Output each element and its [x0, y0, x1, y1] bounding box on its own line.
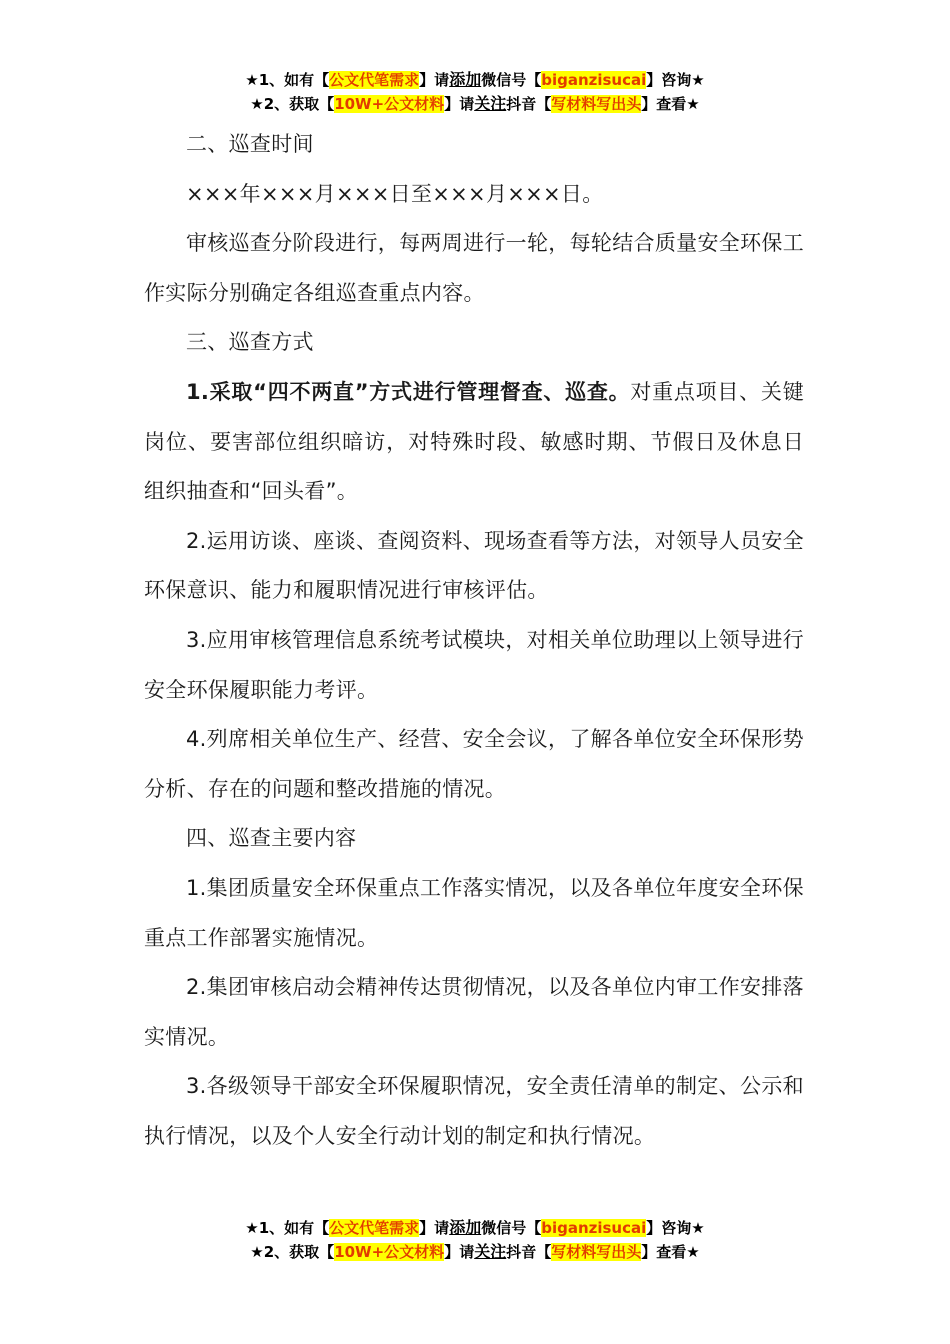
banner-highlight: 10W+公文材料	[334, 95, 445, 113]
banner-text: 抖音【	[506, 1243, 552, 1261]
header-banner	[0, 68, 950, 116]
banner-wechat-id: biganzisucai	[541, 71, 647, 89]
banner-text: ★1、如有【	[245, 71, 330, 89]
banner-text: 】请	[419, 71, 450, 89]
banner-highlight: 10W+公文材料	[334, 1243, 445, 1261]
banner-text: ★2、获取【	[250, 95, 335, 113]
banner-text: 抖音【	[506, 95, 552, 113]
banner-text: 】请	[444, 95, 475, 113]
paragraph: 4.列席相关单位生产、经营、安全会议，了解各单位安全环保形势分析、存在的问题和整改措施的情况。	[144, 727, 804, 801]
banner-wechat-id: biganzisucai	[541, 1219, 647, 1237]
banner-line-2	[0, 1240, 950, 1264]
banner-text: 】查看★	[641, 95, 700, 113]
banner-douyin-id: 写材料写出头	[551, 95, 642, 113]
banner-douyin-id: 写材料写出头	[551, 1243, 642, 1261]
paragraph: 审核巡查分阶段进行，每两周进行一轮，每轮结合质量安全环保工作实际分别确定各组巡查重点内容。	[144, 231, 804, 305]
banner-underline: 添加	[449, 70, 482, 89]
banner-text: 】查看★	[641, 1243, 700, 1261]
banner-text: 】请	[419, 1219, 450, 1237]
banner-text: 】咨询★	[646, 71, 705, 89]
banner-underline: 关注	[474, 1242, 507, 1261]
banner-line-1	[0, 1216, 950, 1240]
banner-text: ★1、如有【	[245, 1219, 330, 1237]
banner-text: 微信号【	[481, 71, 542, 89]
paragraph: 3.应用审核管理信息系统考试模块，对相关单位助理以上领导进行安全环保履职能力考评。	[144, 627, 804, 702]
document-body	[144, 120, 804, 1161]
paragraph: 1.集团质量安全环保重点工作落实情况，以及各单位年度安全环保重点工作部署实施情况。	[144, 875, 804, 950]
footer-banner	[0, 1216, 950, 1264]
section-heading-2: 二、巡查时间	[186, 132, 314, 156]
banner-text: 】请	[444, 1243, 475, 1261]
section-heading-3: 三、巡查方式	[186, 330, 314, 355]
section-heading-4: 四、巡查主要内容	[186, 826, 357, 851]
paragraph: 2.运用访谈、座谈、查阅资料、现场查看等方法，对领导人员安全环保意识、能力和履职情况进行审核评估。	[144, 528, 804, 603]
paragraph: 3.各级领导干部安全环保履职情况，安全责任清单的制定、公示和执行情况，以及个人安全行动计划的制定和执行情况。	[144, 1074, 804, 1148]
paragraph	[144, 368, 804, 517]
paragraph: 2.集团审核启动会精神传达贯彻情况，以及各单位内审工作安排落实情况。	[144, 975, 804, 1049]
banner-text: 微信号【	[481, 1219, 542, 1237]
paragraph-lead: 1.采取“四不两直”方式进行管理督查、巡查。	[186, 379, 631, 404]
banner-highlight: 公文代笔需求	[329, 71, 420, 89]
banner-underline: 添加	[449, 1218, 482, 1237]
banner-highlight: 公文代笔需求	[329, 1219, 420, 1237]
banner-text: 】咨询★	[646, 1219, 705, 1237]
paragraph-text: 对重点项目、关键岗位、要害部位组织暗访，对特殊时段、敏感时期、节假日及休息日组织抽查和“回头看”。	[144, 379, 804, 504]
banner-text: ★2、获取【	[250, 1243, 335, 1261]
paragraph: ×××年×××月×××日至×××月×××日。	[186, 181, 604, 206]
banner-underline: 关注	[474, 94, 507, 113]
banner-line-2	[0, 92, 950, 116]
banner-line-1	[0, 68, 950, 92]
